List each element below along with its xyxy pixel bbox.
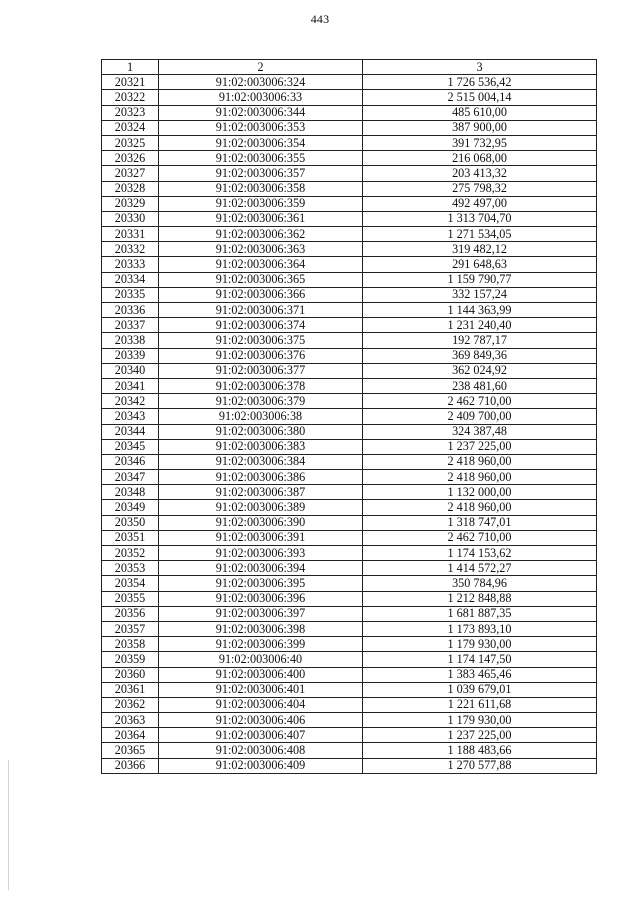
- cadastral-value-cell: 1 221 611,68: [363, 697, 597, 712]
- table-row: [102, 530, 597, 545]
- cadastral-number-cell: 91:02:003006:399: [159, 637, 363, 652]
- table-row: [102, 546, 597, 561]
- row-index-cell: 20363: [102, 713, 159, 728]
- table-row: [102, 242, 597, 257]
- table-row: [102, 576, 597, 591]
- table-row: [102, 333, 597, 348]
- table-body: [102, 75, 597, 774]
- table-row: [102, 135, 597, 150]
- cadastral-value-cell: 1 174 153,62: [363, 546, 597, 561]
- table-row: [102, 105, 597, 120]
- cadastral-number-cell: 91:02:003006:406: [159, 713, 363, 728]
- cadastral-number-cell: 91:02:003006:398: [159, 621, 363, 636]
- cadastral-number-cell: 91:02:003006:355: [159, 151, 363, 166]
- cadastral-number-cell: 91:02:003006:396: [159, 591, 363, 606]
- cadastral-value-cell: 1 039 679,01: [363, 682, 597, 697]
- row-index-cell: 20366: [102, 758, 159, 773]
- table-row: [102, 758, 597, 773]
- row-index-cell: 20339: [102, 348, 159, 363]
- row-index-cell: 20348: [102, 485, 159, 500]
- cadastral-value-cell: 387 900,00: [363, 120, 597, 135]
- cadastral-value-cell: 332 157,24: [363, 287, 597, 302]
- cadastral-value-cell: 319 482,12: [363, 242, 597, 257]
- table-row: [102, 591, 597, 606]
- cadastral-number-cell: 91:02:003006:379: [159, 394, 363, 409]
- table-row: [102, 227, 597, 242]
- table-row: [102, 637, 597, 652]
- row-index-cell: 20330: [102, 211, 159, 226]
- cadastral-value-cell: 2 462 710,00: [363, 394, 597, 409]
- row-index-cell: 20321: [102, 75, 159, 90]
- row-index-cell: 20360: [102, 667, 159, 682]
- cadastral-number-cell: 91:02:003006:397: [159, 606, 363, 621]
- cadastral-number-cell: 91:02:003006:407: [159, 728, 363, 743]
- cadastral-value-cell: 1 132 000,00: [363, 485, 597, 500]
- cadastral-number-cell: 91:02:003006:353: [159, 120, 363, 135]
- row-index-cell: 20336: [102, 303, 159, 318]
- table-row: [102, 257, 597, 272]
- cadastral-value-cell: 192 787,17: [363, 333, 597, 348]
- table-row: [102, 621, 597, 636]
- table-row: [102, 439, 597, 454]
- cadastral-number-cell: 91:02:003006:366: [159, 287, 363, 302]
- cadastral-number-cell: 91:02:003006:387: [159, 485, 363, 500]
- table-row: [102, 470, 597, 485]
- cadastral-value-cell: 2 515 004,14: [363, 90, 597, 105]
- cadastral-value-cell: 1 318 747,01: [363, 515, 597, 530]
- cadastral-value-cell: 1 179 930,00: [363, 713, 597, 728]
- cadastral-number-cell: 91:02:003006:376: [159, 348, 363, 363]
- cadastral-value-cell: 2 418 960,00: [363, 500, 597, 515]
- table-row: [102, 682, 597, 697]
- row-index-cell: 20346: [102, 454, 159, 469]
- cadastral-number-cell: 91:02:003006:400: [159, 667, 363, 682]
- cadastral-value-cell: 1 681 887,35: [363, 606, 597, 621]
- cadastral-value-cell: 1 383 465,46: [363, 667, 597, 682]
- cadastral-value-cell: 275 798,32: [363, 181, 597, 196]
- table-row: [102, 515, 597, 530]
- cadastral-value-table: [101, 59, 597, 774]
- row-index-cell: 20355: [102, 591, 159, 606]
- row-index-cell: 20322: [102, 90, 159, 105]
- cadastral-number-cell: 91:02:003006:384: [159, 454, 363, 469]
- row-index-cell: 20352: [102, 546, 159, 561]
- table-row: [102, 151, 597, 166]
- table-row: [102, 90, 597, 105]
- row-index-cell: 20328: [102, 181, 159, 196]
- cadastral-value-cell: 1 270 577,88: [363, 758, 597, 773]
- row-index-cell: 20351: [102, 530, 159, 545]
- cadastral-value-cell: 1 174 147,50: [363, 652, 597, 667]
- row-index-cell: 20332: [102, 242, 159, 257]
- cadastral-number-cell: 91:02:003006:377: [159, 363, 363, 378]
- cadastral-value-cell: 324 387,48: [363, 424, 597, 439]
- row-index-cell: 20335: [102, 287, 159, 302]
- cadastral-value-cell: 1 159 790,77: [363, 272, 597, 287]
- cadastral-number-cell: 91:02:003006:358: [159, 181, 363, 196]
- cadastral-number-cell: 91:02:003006:390: [159, 515, 363, 530]
- cadastral-number-cell: 91:02:003006:401: [159, 682, 363, 697]
- cadastral-number-cell: 91:02:003006:383: [159, 439, 363, 454]
- cadastral-value-cell: 291 648,63: [363, 257, 597, 272]
- cadastral-number-cell: 91:02:003006:40: [159, 652, 363, 667]
- cadastral-number-cell: 91:02:003006:344: [159, 105, 363, 120]
- table-row: [102, 272, 597, 287]
- cadastral-number-cell: 91:02:003006:364: [159, 257, 363, 272]
- table-row: [102, 378, 597, 393]
- cadastral-number-cell: 91:02:003006:393: [159, 546, 363, 561]
- table-row: [102, 75, 597, 90]
- row-index-cell: 20324: [102, 120, 159, 135]
- cadastral-value-cell: 362 024,92: [363, 363, 597, 378]
- cadastral-value-cell: 238 481,60: [363, 378, 597, 393]
- cadastral-number-cell: 91:02:003006:324: [159, 75, 363, 90]
- row-index-cell: 20327: [102, 166, 159, 181]
- cadastral-number-cell: 91:02:003006:391: [159, 530, 363, 545]
- cadastral-value-cell: 1 313 704,70: [363, 211, 597, 226]
- table-header-row: [102, 60, 597, 75]
- row-index-cell: 20364: [102, 728, 159, 743]
- table-row: [102, 318, 597, 333]
- table-row: [102, 409, 597, 424]
- cadastral-value-cell: 1 414 572,27: [363, 561, 597, 576]
- cadastral-value-cell: 492 497,00: [363, 196, 597, 211]
- row-index-cell: 20347: [102, 470, 159, 485]
- row-index-cell: 20353: [102, 561, 159, 576]
- table-row: [102, 181, 597, 196]
- cadastral-number-cell: 91:02:003006:389: [159, 500, 363, 515]
- row-index-cell: 20362: [102, 697, 159, 712]
- table-row: [102, 211, 597, 226]
- row-index-cell: 20357: [102, 621, 159, 636]
- row-index-cell: 20329: [102, 196, 159, 211]
- table-row: [102, 120, 597, 135]
- row-index-cell: 20356: [102, 606, 159, 621]
- cadastral-number-cell: 91:02:003006:359: [159, 196, 363, 211]
- row-index-cell: 20342: [102, 394, 159, 409]
- table-row: [102, 697, 597, 712]
- cadastral-value-cell: 2 418 960,00: [363, 454, 597, 469]
- row-index-cell: 20359: [102, 652, 159, 667]
- table-row: [102, 348, 597, 363]
- table-row: [102, 454, 597, 469]
- cadastral-value-cell: 1 173 893,10: [363, 621, 597, 636]
- cadastral-number-cell: 91:02:003006:374: [159, 318, 363, 333]
- page-number: 443: [310, 12, 330, 26]
- row-index-cell: 20333: [102, 257, 159, 272]
- table-row: [102, 652, 597, 667]
- cadastral-number-cell: 91:02:003006:404: [159, 697, 363, 712]
- row-index-cell: 20325: [102, 135, 159, 150]
- table-row: [102, 728, 597, 743]
- table-row: [102, 363, 597, 378]
- row-index-cell: 20343: [102, 409, 159, 424]
- row-index-cell: 20361: [102, 682, 159, 697]
- table-row: [102, 713, 597, 728]
- table-row: [102, 166, 597, 181]
- cadastral-value-cell: 1 237 225,00: [363, 439, 597, 454]
- cadastral-value-cell: 1 144 363,99: [363, 303, 597, 318]
- table-row: [102, 743, 597, 758]
- column-header-cadastral-number: 2: [159, 60, 363, 75]
- cadastral-value-cell: 485 610,00: [363, 105, 597, 120]
- row-index-cell: 20354: [102, 576, 159, 591]
- cadastral-number-cell: 91:02:003006:394: [159, 561, 363, 576]
- column-header-value: 3: [363, 60, 597, 75]
- cadastral-number-cell: 91:02:003006:408: [159, 743, 363, 758]
- row-index-cell: 20337: [102, 318, 159, 333]
- cadastral-number-cell: 91:02:003006:357: [159, 166, 363, 181]
- cadastral-number-cell: 91:02:003006:363: [159, 242, 363, 257]
- cadastral-value-cell: 2 418 960,00: [363, 470, 597, 485]
- cadastral-number-cell: 91:02:003006:409: [159, 758, 363, 773]
- cadastral-value-cell: 216 068,00: [363, 151, 597, 166]
- table-row: [102, 561, 597, 576]
- cadastral-number-cell: 91:02:003006:38: [159, 409, 363, 424]
- cadastral-value-cell: 1 212 848,88: [363, 591, 597, 606]
- cadastral-number-cell: 91:02:003006:365: [159, 272, 363, 287]
- row-index-cell: 20331: [102, 227, 159, 242]
- cadastral-number-cell: 91:02:003006:33: [159, 90, 363, 105]
- row-index-cell: 20326: [102, 151, 159, 166]
- cadastral-value-cell: 369 849,36: [363, 348, 597, 363]
- cadastral-value-cell: 2 409 700,00: [363, 409, 597, 424]
- cadastral-number-cell: 91:02:003006:395: [159, 576, 363, 591]
- table-row: [102, 606, 597, 621]
- cadastral-value-cell: 1 726 536,42: [363, 75, 597, 90]
- row-index-cell: 20338: [102, 333, 159, 348]
- table-row: [102, 667, 597, 682]
- cadastral-value-cell: 391 732,95: [363, 135, 597, 150]
- cadastral-value-cell: 1 237 225,00: [363, 728, 597, 743]
- cadastral-number-cell: 91:02:003006:375: [159, 333, 363, 348]
- row-index-cell: 20323: [102, 105, 159, 120]
- row-index-cell: 20341: [102, 378, 159, 393]
- row-index-cell: 20345: [102, 439, 159, 454]
- cadastral-value-cell: 350 784,96: [363, 576, 597, 591]
- cadastral-number-cell: 91:02:003006:378: [159, 378, 363, 393]
- cadastral-number-cell: 91:02:003006:361: [159, 211, 363, 226]
- cadastral-number-cell: 91:02:003006:386: [159, 470, 363, 485]
- row-index-cell: 20349: [102, 500, 159, 515]
- row-index-cell: 20358: [102, 637, 159, 652]
- row-index-cell: 20365: [102, 743, 159, 758]
- table-row: [102, 303, 597, 318]
- column-header-number: 1: [102, 60, 159, 75]
- cadastral-number-cell: 91:02:003006:371: [159, 303, 363, 318]
- table-row: [102, 287, 597, 302]
- table-row: [102, 500, 597, 515]
- row-index-cell: 20334: [102, 272, 159, 287]
- table-row: [102, 394, 597, 409]
- row-index-cell: 20344: [102, 424, 159, 439]
- table-row: [102, 196, 597, 211]
- row-index-cell: 20340: [102, 363, 159, 378]
- cadastral-value-cell: 203 413,32: [363, 166, 597, 181]
- scan-margin-line: [8, 760, 9, 890]
- cadastral-value-cell: 2 462 710,00: [363, 530, 597, 545]
- cadastral-number-cell: 91:02:003006:380: [159, 424, 363, 439]
- cadastral-value-cell: 1 271 534,05: [363, 227, 597, 242]
- table-row: [102, 485, 597, 500]
- cadastral-value-cell: 1 231 240,40: [363, 318, 597, 333]
- cadastral-value-cell: 1 179 930,00: [363, 637, 597, 652]
- cadastral-value-cell: 1 188 483,66: [363, 743, 597, 758]
- row-index-cell: 20350: [102, 515, 159, 530]
- table-row: [102, 424, 597, 439]
- cadastral-number-cell: 91:02:003006:362: [159, 227, 363, 242]
- cadastral-number-cell: 91:02:003006:354: [159, 135, 363, 150]
